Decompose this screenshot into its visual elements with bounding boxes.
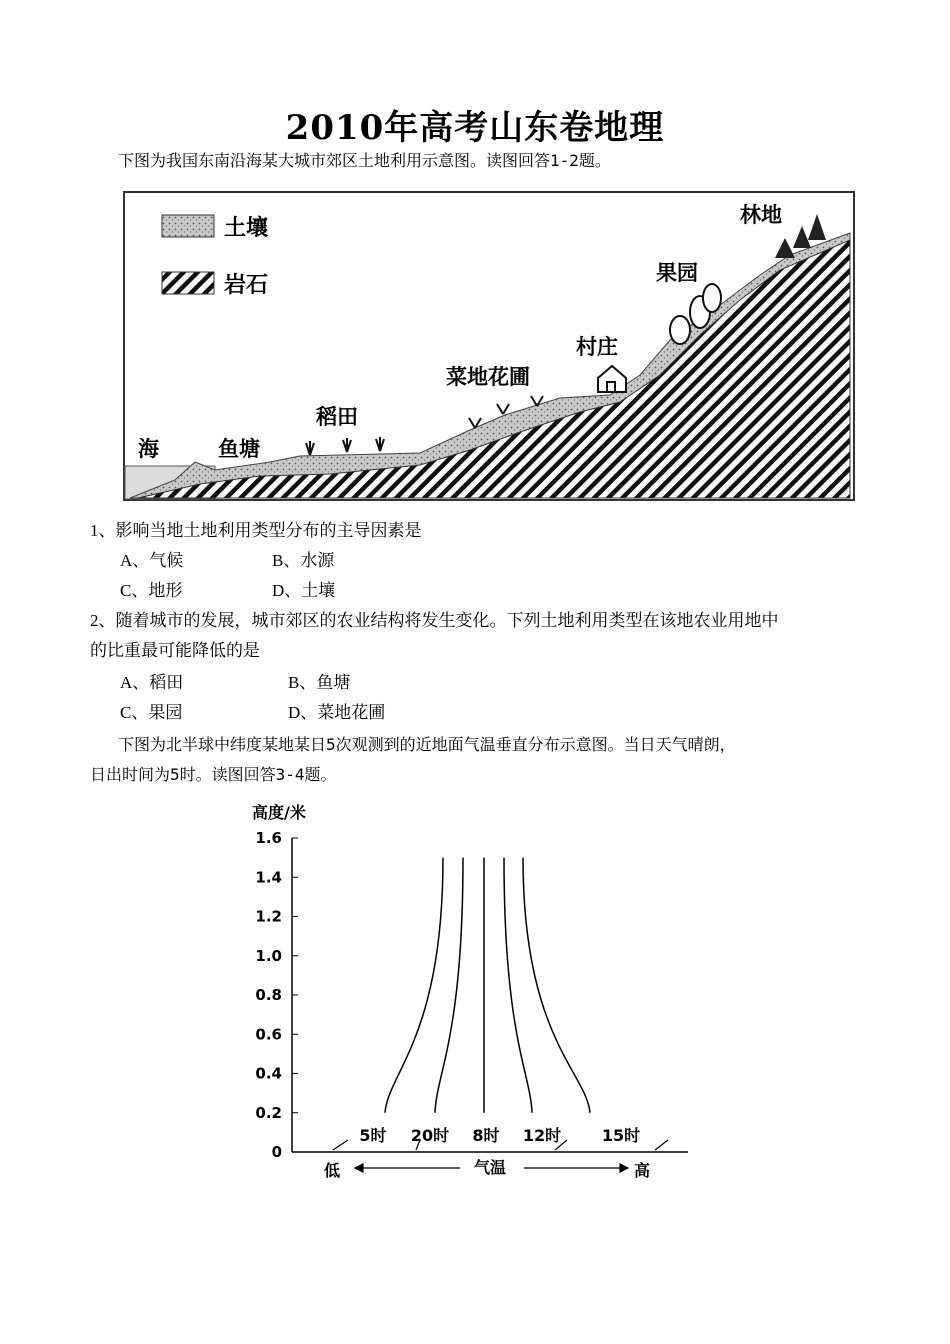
legend-soil-swatch bbox=[162, 215, 214, 237]
paddy-plants-icon bbox=[306, 437, 384, 455]
question-1-option-c: C、地形 bbox=[120, 581, 183, 600]
chart-x-axis-title: 气温 bbox=[474, 1158, 507, 1177]
legend-rock-swatch bbox=[162, 272, 214, 294]
y-tick-label: 1.0 bbox=[255, 946, 282, 965]
label-forest: 林地 bbox=[740, 203, 782, 227]
question-1-option-a: A、气候 bbox=[120, 551, 184, 570]
temperature-profile-chart bbox=[0, 790, 950, 1190]
label-village: 村庄 bbox=[576, 335, 618, 359]
series-line bbox=[435, 858, 463, 1113]
y-tick-label: 0.4 bbox=[255, 1064, 282, 1083]
series-label: 8时 bbox=[472, 1125, 500, 1145]
question-2-option-a: A、稻田 bbox=[120, 673, 184, 692]
legend-rock-label: 岩石 bbox=[224, 273, 269, 298]
y-tick-label: 1.2 bbox=[255, 907, 282, 926]
label-sea: 海 bbox=[138, 437, 159, 461]
series-line-stub bbox=[655, 1140, 668, 1150]
intro-figure-2-line1: 下图为北半球中纬度某地某日5次观测到的近地面气温垂直分布示意图。当日天气晴朗， bbox=[118, 735, 736, 754]
series-label: 15时 bbox=[601, 1125, 641, 1145]
series-line bbox=[504, 858, 532, 1113]
series-label: 20时 bbox=[410, 1125, 450, 1145]
question-2-option-d: D、菜地花圃 bbox=[288, 703, 386, 722]
chart-x-low-label: 低 bbox=[324, 1161, 341, 1180]
y-tick-label: 0 bbox=[271, 1143, 282, 1161]
series-line bbox=[523, 858, 590, 1113]
series-line-stub bbox=[333, 1140, 348, 1150]
label-vegetable: 菜地花圃 bbox=[446, 365, 530, 389]
chart-x-high-label: 高 bbox=[634, 1161, 651, 1180]
land-use-diagram bbox=[0, 0, 950, 520]
question-2-stem-line1: 2、随着城市的发展，城市郊区的农业结构将发生变化。下列土地利用类型在该地农业用地中 bbox=[90, 611, 779, 630]
label-fishpond: 鱼塘 bbox=[218, 437, 260, 461]
chart-y-axis-title: 高度/米 bbox=[252, 803, 306, 822]
question-1-option-b: B、水源 bbox=[272, 551, 335, 570]
y-tick-label: 0.8 bbox=[255, 986, 282, 1004]
intro-figure-2-line2: 日出时间为5时。读图回答3-4题。 bbox=[90, 765, 337, 784]
house-icon bbox=[598, 366, 626, 392]
page-title: 2010年高考山东卷地理 bbox=[285, 108, 665, 148]
label-orchard: 果园 bbox=[656, 261, 698, 285]
question-2-stem-line2: 的比重最可能降低的是 bbox=[90, 641, 260, 660]
series-line bbox=[385, 858, 443, 1113]
y-tick-label: 0.6 bbox=[255, 1025, 282, 1044]
question-1-stem: 1、影响当地土地利用类型分布的主导因素是 bbox=[90, 521, 422, 540]
intro-figure-1: 下图为我国东南沿海某大城市郊区土地利用示意图。读图回答1-2题。 bbox=[118, 151, 611, 170]
question-2-option-b: B、鱼塘 bbox=[288, 673, 351, 692]
legend-soil-label: 土壤 bbox=[224, 216, 269, 241]
series-label: 5时 bbox=[359, 1125, 387, 1145]
question-2-option-c: C、果园 bbox=[120, 703, 183, 722]
series-label: 12时 bbox=[522, 1125, 562, 1145]
question-1-option-d: D、土壤 bbox=[272, 581, 336, 600]
label-paddy: 稻田 bbox=[316, 405, 358, 429]
y-tick-label: 0.2 bbox=[255, 1103, 282, 1122]
y-tick-label: 1.4 bbox=[255, 868, 282, 887]
y-tick-label: 1.6 bbox=[255, 829, 282, 847]
